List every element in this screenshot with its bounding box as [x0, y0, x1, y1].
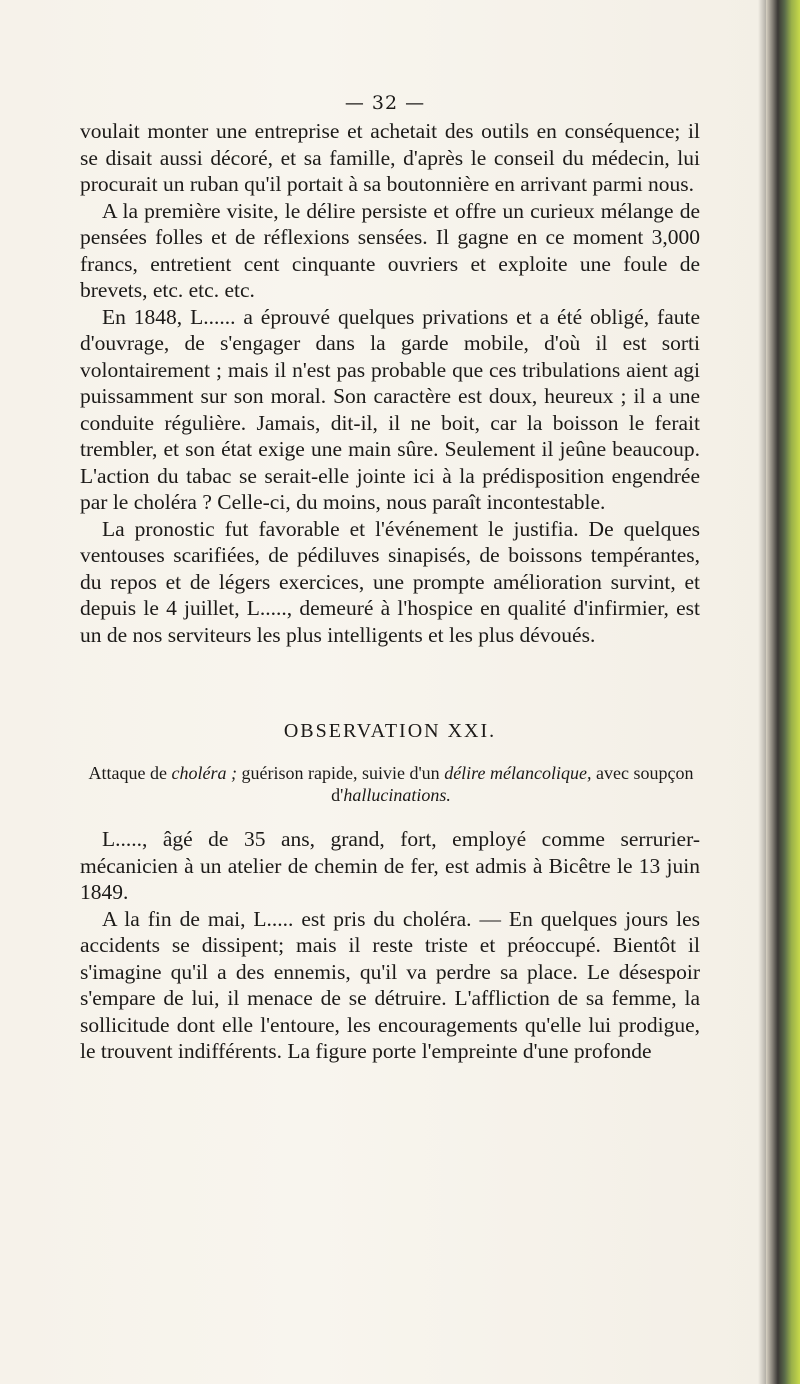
- book-edge: [766, 0, 800, 1384]
- subtitle-text: avec soupçon d': [331, 763, 694, 805]
- subtitle-italic-hallucinations: hallucinations.: [343, 785, 451, 805]
- subtitle-italic-cholera: choléra ;: [171, 763, 237, 783]
- paragraph: voulait monter une entreprise et achetait des outils en conséquence; il se disait aussi décoré, et sa famille, d'après le conseil du médecin, lui procurait un ruban qu'il portait à sa boutonnière en arrivant parmi nous.: [80, 119, 700, 196]
- subtitle-text: guérison rapide, suivie d'un: [236, 763, 445, 783]
- paragraph: En 1848, L...... a éprouvé quelques privations et a été obligé, faute d'ouvrage, de s'engager dans la garde mobile, d'où il est sorti volontairement ; mais il n'est pas probable que ces tribulations aient agi puissamment sur son moral. Son caractère est doux, heureux ; il a une conduite régulière. Jamais, dit-il, il ne boit, car la boisson le ferait trembler, et son état exige une main sûre. Seulement il jeûne beaucoup. L'action du tabac se serait-elle jointe ici à la prédisposition engendrée par le choléra ? Celle-ci, du moins, nous paraît incontestable.: [80, 304, 700, 514]
- observation-title: OBSERVATION XXI.: [283, 720, 497, 742]
- observation-subtitle: [86, 762, 696, 806]
- paragraph: L....., âgé de 35 ans, grand, fort, employé comme serrurier-mécanicien à un atelier de chemin de fer, est admis à Bicêtre le 13 juin 1849.: [80, 827, 700, 904]
- page-number: — 32 —: [344, 92, 426, 114]
- page-shadow: [758, 0, 766, 1384]
- paragraph: A la première visite, le délire persiste et offre un curieux mélange de pensées folles et de réflexions sensées. Il gagne en ce moment 3,000 francs, entretient cent cinquante ouvriers et exploite une foule de brevets, etc. etc. etc.: [80, 198, 700, 302]
- paragraph: La pronostic fut favorable et l'événement le justifia. De quelques ventouses scarifiées, de pédiluves sinapisés, de boissons tempérantes, du repos et de légers exercices, une prompte amélioration survint, et depuis le 4 juillet, L....., demeuré à l'hospice en qualité d'infirmier, est un de nos serviteurs les plus intelligents et les plus dévoués.: [80, 516, 700, 647]
- observation-text: [80, 826, 700, 1065]
- subtitle-text: Attaque de: [88, 763, 172, 783]
- body-text: [80, 118, 700, 648]
- subtitle-italic-delire: délire mélancolique,: [444, 763, 592, 783]
- paragraph: A la fin de mai, L..... est pris du choléra. — En quelques jours les accidents se dissipent; mais il reste triste et préoccupé. Bientôt il s'imagine qu'il a des ennemis, qu'il va perdre sa place. Le désespoir s'empare de lui, il menace de se détruire. L'affliction de sa femme, la sollicitude dont elle l'entoure, les encouragements qu'elle lui prodigue, le trouvent indifférents. La figure porte l'empreinte d'une profonde: [80, 906, 700, 1063]
